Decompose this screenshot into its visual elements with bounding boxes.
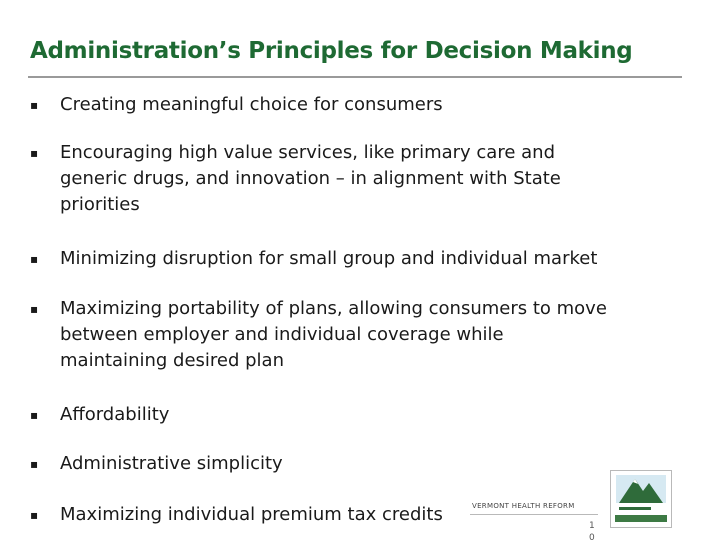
page-number: 10 <box>589 521 595 543</box>
bullet-text: Minimizing disruption for small group and individual market <box>60 248 598 269</box>
bullet-text: Maximizing portability of plans, allowing consumers to move between employer and individual coverage while maintaining desired plan <box>60 298 607 371</box>
bullet-marker-icon: ▪ <box>30 252 39 266</box>
logo-wordmark-mark <box>619 507 651 510</box>
logo-band <box>615 515 667 522</box>
bullet-text: Encouraging high value services, like primary care and generic drugs, and innovation – in alignment with State priorities <box>60 142 561 215</box>
bullet-item <box>30 296 607 374</box>
bullet-marker-icon: ▪ <box>30 408 39 422</box>
footer-divider <box>470 514 598 515</box>
bullet-item <box>30 502 443 528</box>
slide-title: Administration’s Principles for Decision Making <box>30 38 633 64</box>
bullet-item <box>30 140 561 218</box>
bullet-marker-icon: ▪ <box>30 146 39 160</box>
green-mountain-care-logo-icon <box>610 470 672 528</box>
bullet-item <box>30 451 283 477</box>
title-divider <box>28 76 682 78</box>
bullet-marker-icon: ▪ <box>30 508 39 522</box>
logo-graphic <box>611 471 671 527</box>
bullet-text: Creating meaningful choice for consumers <box>60 94 443 115</box>
bullet-text: Affordability <box>60 404 170 425</box>
bullet-marker-icon: ▪ <box>30 457 39 471</box>
bullet-item <box>30 402 169 428</box>
bullet-marker-icon: ▪ <box>30 98 39 112</box>
bullet-text: Administrative simplicity <box>60 453 283 474</box>
bullet-item <box>30 246 597 272</box>
bullet-item <box>30 92 443 118</box>
footer-label: VERMONT HEALTH REFORM <box>472 502 575 510</box>
bullet-marker-icon: ▪ <box>30 302 39 316</box>
bullet-text: Maximizing individual premium tax credits <box>60 504 443 525</box>
